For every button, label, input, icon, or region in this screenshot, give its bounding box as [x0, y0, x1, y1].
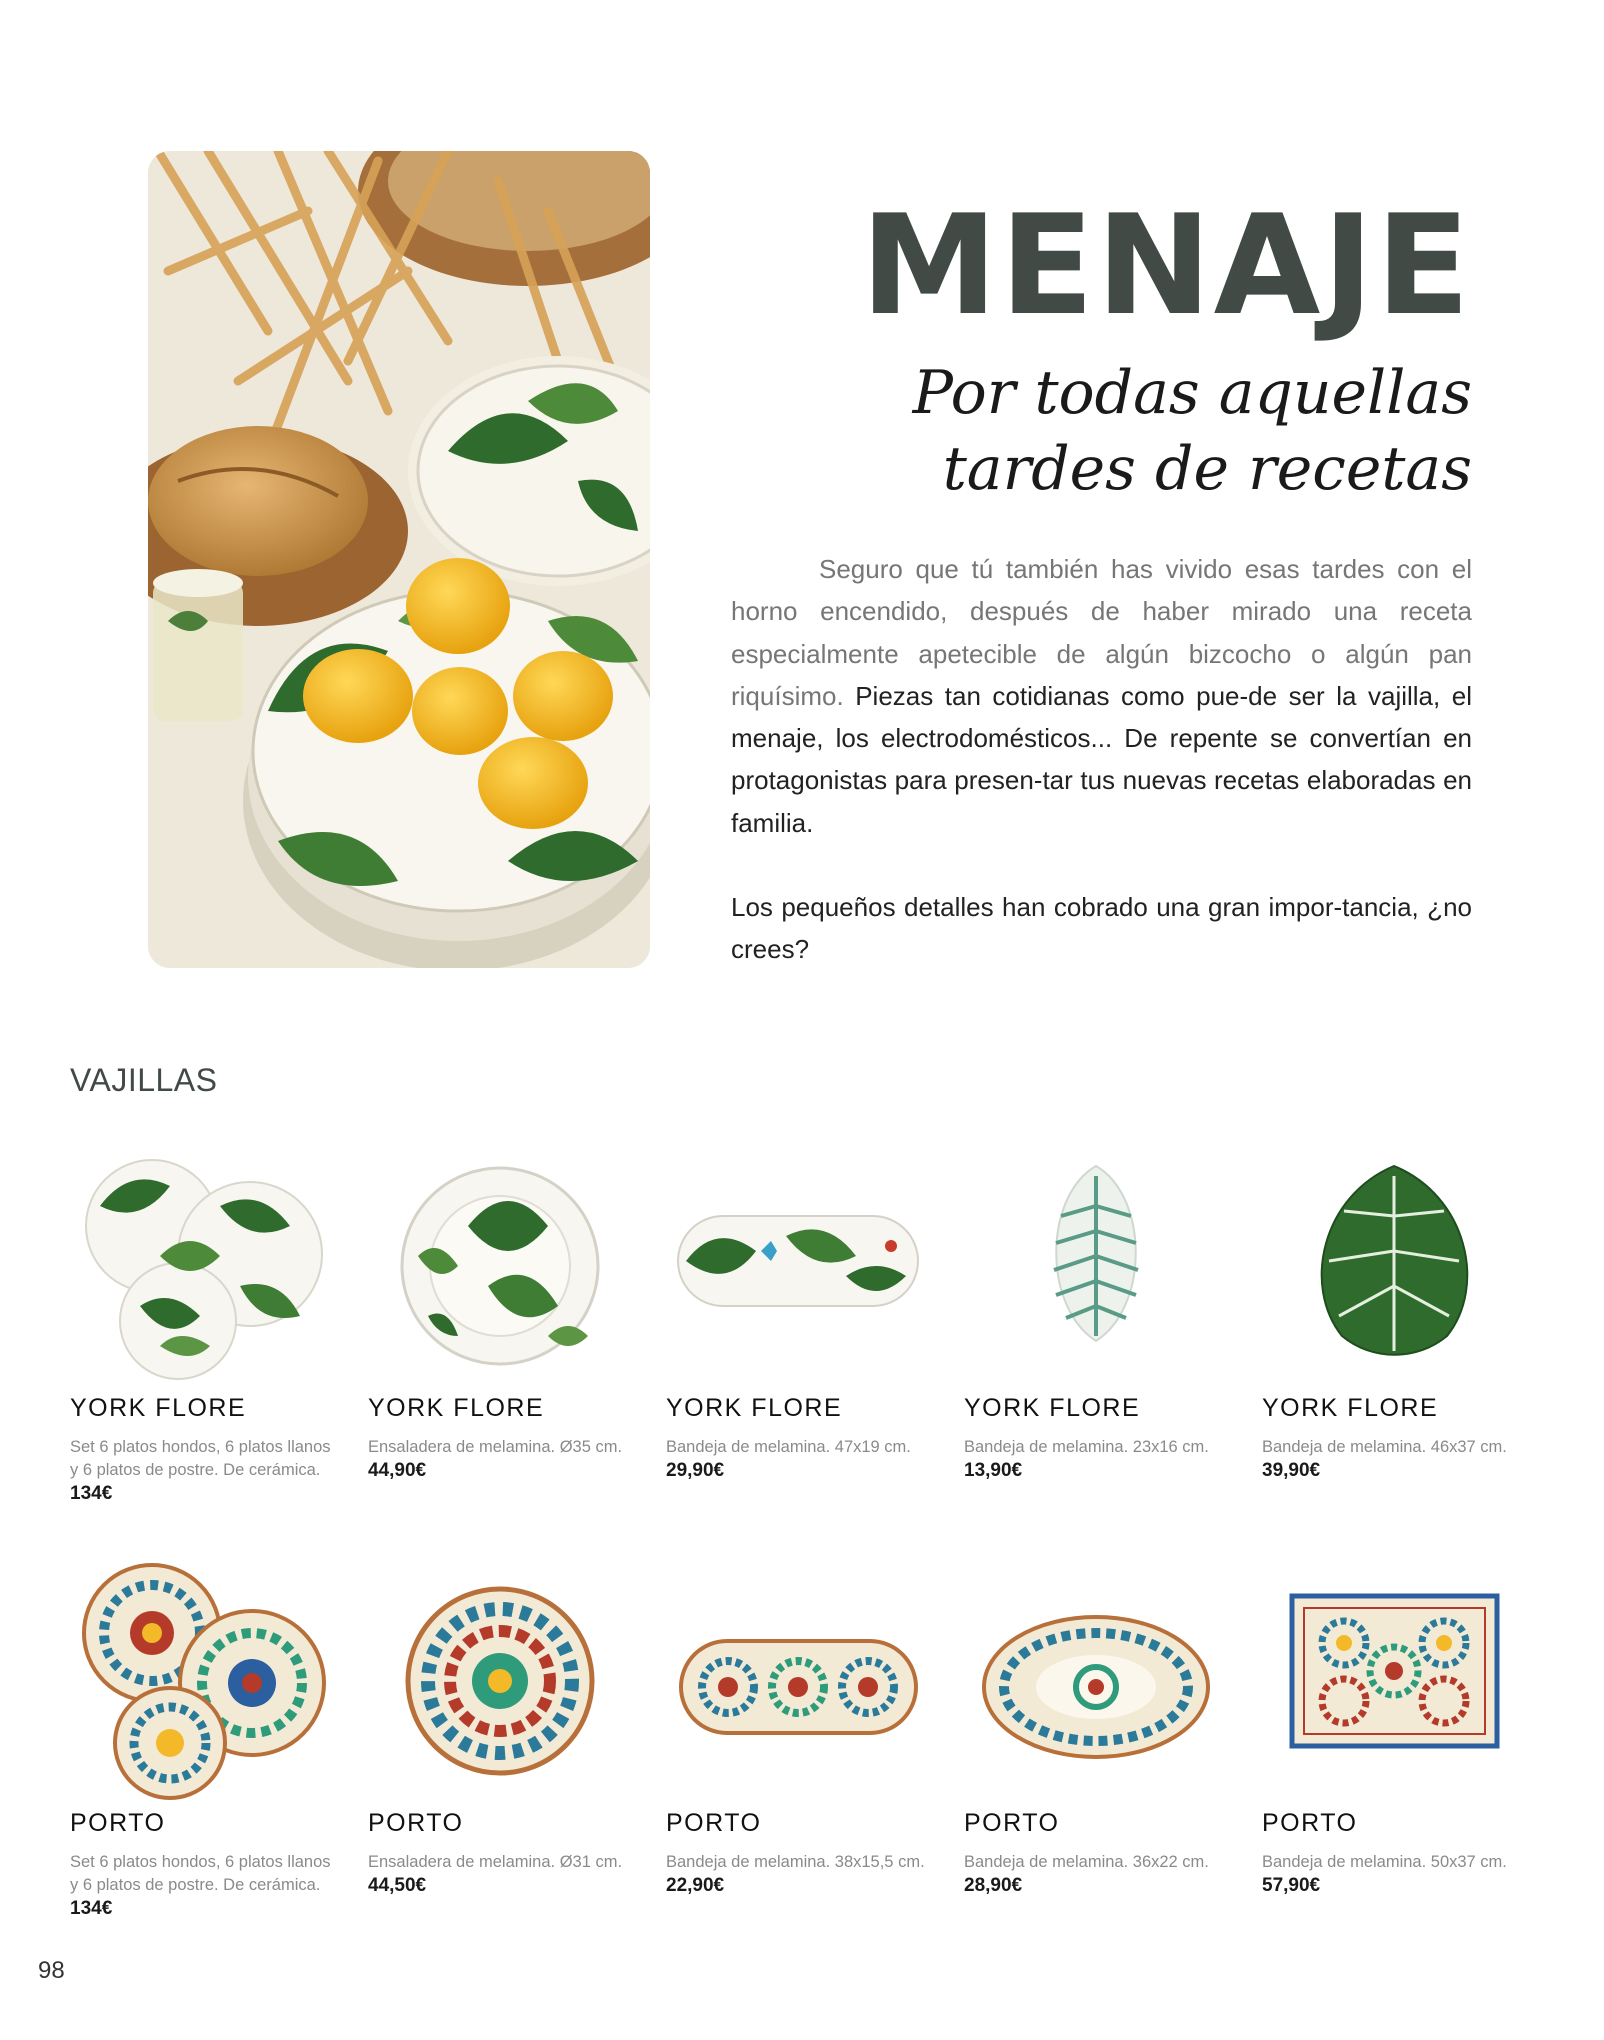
- product-description: [368, 1851, 630, 1898]
- product-image: [1262, 1136, 1527, 1386]
- product-card[interactable]: [964, 1551, 1229, 1896]
- hero-photo: [148, 151, 650, 968]
- product-image: [666, 1551, 931, 1801]
- product-price: 28,90€: [964, 1875, 1023, 1896]
- product-desc-text: Set 6 platos hondos, 6 platos llanos y 6 platos de postre. De cerámica.: [70, 1438, 331, 1479]
- product-description: [666, 1851, 928, 1898]
- intro-paragraph-1: [731, 548, 1472, 844]
- monstera-tray-icon: [1262, 1136, 1527, 1386]
- product-description: [1262, 1851, 1524, 1898]
- porto-oval-platter-icon: [964, 1551, 1229, 1801]
- product-desc-text: Ensaladera de melamina. Ø31 cm.: [368, 1853, 623, 1871]
- product-card[interactable]: [1262, 1136, 1527, 1481]
- product-card[interactable]: [368, 1136, 633, 1481]
- section-heading: VAJILLAS: [70, 1062, 218, 1098]
- product-name: PORTO: [1262, 1809, 1358, 1837]
- intro-light-text: Seguro que tú también has vivido esas tardes con el horno encendido, después de haber mirado una receta especialmente apetecible de algún bizcocho o algún pan riquísimo.: [731, 554, 1472, 711]
- product-name: YORK FLORE: [964, 1394, 1141, 1422]
- product-desc-text: Bandeja de melamina. 50x37 cm.: [1262, 1853, 1507, 1871]
- product-image: [964, 1551, 1229, 1801]
- product-desc-text: Bandeja de melamina. 47x19 cm.: [666, 1438, 911, 1456]
- product-desc-text: Bandeja de melamina. 38x15,5 cm.: [666, 1853, 925, 1871]
- product-description: [1262, 1436, 1524, 1483]
- product-name: YORK FLORE: [368, 1394, 545, 1422]
- oval-tray-icon: [666, 1136, 931, 1386]
- page-subtitle: [832, 355, 1472, 507]
- intro-paragraph-2: Los pequeños detalles han cobrado una gran impor-tancia, ¿no crees?: [731, 892, 1472, 965]
- plate-set-icon: [70, 1136, 335, 1386]
- product-image: [70, 1136, 335, 1386]
- porto-salad-bowl-icon: [368, 1551, 633, 1801]
- product-image: [964, 1136, 1229, 1386]
- product-description: [368, 1436, 630, 1483]
- product-price: 39,90€: [1262, 1460, 1321, 1481]
- product-card[interactable]: [666, 1136, 931, 1481]
- product-description: [666, 1436, 928, 1483]
- product-image: [666, 1136, 931, 1386]
- product-description: [70, 1851, 332, 1921]
- subtitle-line-1: Por todas aquellas: [912, 358, 1472, 428]
- product-price: 29,90€: [666, 1460, 725, 1481]
- product-image: [368, 1551, 633, 1801]
- product-description: [964, 1436, 1226, 1483]
- product-description: [70, 1436, 332, 1506]
- product-description: [964, 1851, 1226, 1898]
- product-card[interactable]: [1262, 1551, 1527, 1896]
- product-desc-text: Ensaladera de melamina. Ø35 cm.: [368, 1438, 623, 1456]
- porto-plate-set-icon: [70, 1551, 335, 1801]
- product-name: YORK FLORE: [70, 1394, 247, 1422]
- product-desc-text: Bandeja de melamina. 46x37 cm.: [1262, 1438, 1507, 1456]
- page-number: 98: [38, 1957, 65, 1984]
- product-image: [70, 1551, 335, 1801]
- product-price: 134€: [70, 1483, 113, 1504]
- page-title: MENAJE: [860, 185, 1472, 346]
- salad-bowl-icon: [368, 1136, 633, 1386]
- porto-oval-tray-icon: [666, 1551, 931, 1801]
- intro-text: [731, 548, 1472, 971]
- product-desc-text: Bandeja de melamina. 23x16 cm.: [964, 1438, 1209, 1456]
- product-name: YORK FLORE: [1262, 1394, 1439, 1422]
- product-price: 22,90€: [666, 1875, 725, 1896]
- product-price: 57,90€: [1262, 1875, 1321, 1896]
- product-image: [368, 1136, 633, 1386]
- porto-rectangular-tray-icon: [1262, 1551, 1527, 1801]
- product-card[interactable]: [70, 1136, 335, 1504]
- product-card[interactable]: [70, 1551, 335, 1919]
- product-name: PORTO: [666, 1809, 762, 1837]
- product-card[interactable]: [666, 1551, 931, 1896]
- intro-bold-text: Piezas tan cotidianas como pue-de ser la vajilla, el menaje, los electrodomésticos... De repente se convertían en protagonistas para presen-tar tus nuevas recetas elaboradas en familia.: [731, 680, 1472, 838]
- product-name: PORTO: [964, 1809, 1060, 1837]
- tableware-lemons-photo: [148, 151, 650, 968]
- product-image: [1262, 1551, 1527, 1801]
- product-card[interactable]: [964, 1136, 1229, 1481]
- product-desc-text: Set 6 platos hondos, 6 platos llanos y 6 platos de postre. De cerámica.: [70, 1853, 331, 1894]
- product-card[interactable]: [368, 1551, 633, 1896]
- product-price: 44,50€: [368, 1875, 427, 1896]
- subtitle-line-2: tardes de recetas: [942, 434, 1472, 504]
- product-name: YORK FLORE: [666, 1394, 843, 1422]
- product-price: 44,90€: [368, 1460, 427, 1481]
- product-price: 134€: [70, 1898, 113, 1919]
- palm-leaf-tray-icon: [964, 1136, 1229, 1386]
- product-price: 13,90€: [964, 1460, 1023, 1481]
- product-desc-text: Bandeja de melamina. 36x22 cm.: [964, 1853, 1209, 1871]
- product-name: PORTO: [368, 1809, 464, 1837]
- product-name: PORTO: [70, 1809, 166, 1837]
